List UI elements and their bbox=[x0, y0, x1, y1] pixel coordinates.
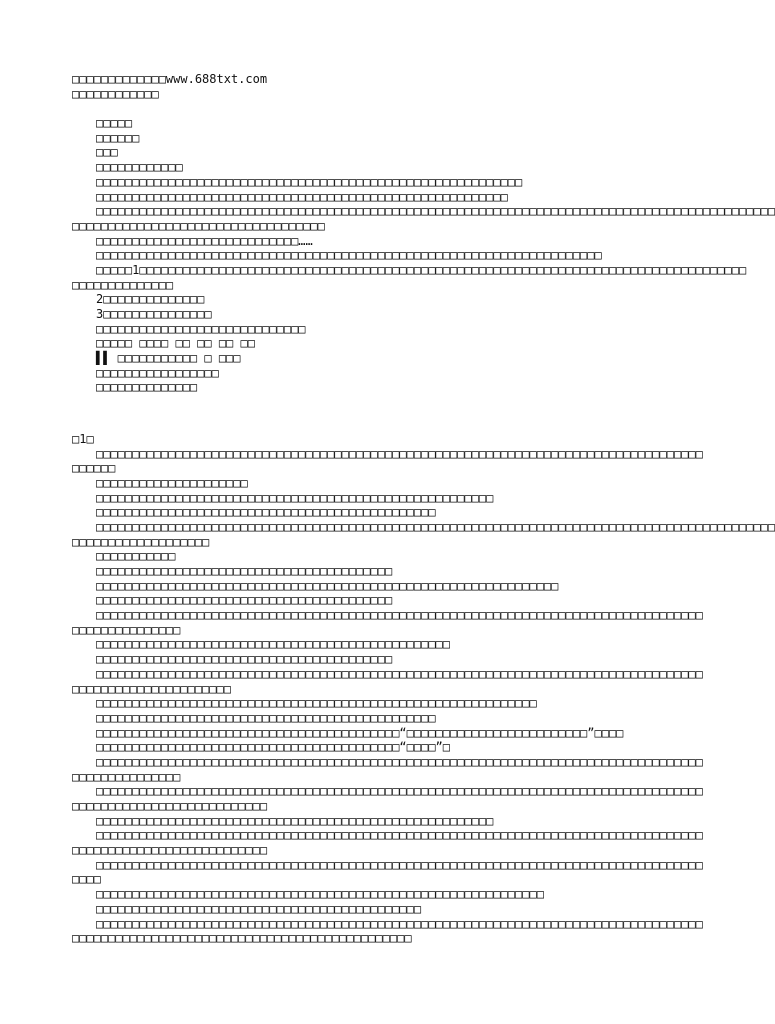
intro-line: □□□□□□□□□□□□□□□□□□□□□□□□□□□□□□□□□□□□□□□□□□□□□□□□□□□□□□□□□□□□□□□□□□□□□□□□□□□□□□□□□□□□□□□□□□□□□□ bbox=[96, 204, 775, 219]
chapter-line: □□□□□□□□□□□ bbox=[96, 549, 176, 564]
chapter-line: □□□□ bbox=[72, 872, 101, 887]
chapter-line: □□□□□□□□□□□□□□□□□□□□□□□□□□□□□□□□□□□□□□□□□□□□□□□□□□□□□□□□□□□□□□□□□□□□□□□□□□□□□□□□□□□□ bbox=[96, 666, 703, 681]
intro-line: □□□□□□□□□□□□□□□□□□□□□□□□□□□□□□□□□□□ bbox=[72, 218, 325, 233]
chapter-line: □□□□□□□□□□□□□□□□□□□□□□□□□□□□□□□□□□□□□□□□□□□□□□□ bbox=[96, 505, 436, 520]
chapter-line: □□□□□□□□□□□□□□□□□□□□□□□□□□□□□□□□□□□□□□□□□□□□□□□□□□□□□□□ bbox=[96, 813, 494, 828]
chapter-quote-line: □□□□□□□□□□□□□□□□□□□□□□□□□□□□□□□□□□□□□□□□□□“□□□□□□□□□□□□□□□□□□□□□□□□□”□□□□ bbox=[96, 725, 624, 740]
chapter-line: □□□□□□□□□□□□□□□□□□□□□□□□□□□□□□□□□□□□□□□□□□□□□□□□□□□□□□□□□□□□□□□□□□□□□□□□□□□□□□□□□□□□ bbox=[96, 446, 703, 461]
chapter-line: □□□□□□ bbox=[72, 461, 116, 476]
chapter-line: □□□□□□□□□□□□□□□□□□□□□□□□□□□□□□□□□□□□□□□□□□□□□□□□□□□□□□□□□□□□□□□□□□□□□□□□□□□□□□□□□□□□ bbox=[96, 754, 703, 769]
intro-line: □□□□□□□□□□□□□□□□□ bbox=[96, 365, 219, 380]
header-subtitle-line: □□□□□□□□□□□□ bbox=[72, 86, 159, 101]
chapter-line: □□□□□□□□□□□□□□□□□□□ bbox=[72, 534, 210, 549]
chapter-line: □□□□□□□□□□□□□□□□□□□□□□□□□□□□□□□□□□□□□□□□□□□□□□□□□□□□□□□□□□□□□ bbox=[96, 696, 537, 711]
intro-line: □□□□□□□□□□□□□□□□□□□□□□□□□□□□…… bbox=[96, 233, 313, 248]
chapter-line: □□□□□□□□□□□□□□□□□□□□□□□□□□□□□□□□□□□□□□□□□□□□□□□□□□□□□□□□□□□□□□ bbox=[96, 887, 544, 902]
chapter-line: □□□□□□□□□□□□□□□□□□□□□□□□□□□□□□□□□□□□□□□□□□□□□□□□□□□□□□□□□□□□□□□□□□□□□□□□□□□□□□□□□□□□□□□□□□□□□□ bbox=[96, 519, 775, 534]
chapter-line: □□□□□□□□□□□□□□□□□□□□□□□□□□□□□□□□□□□□□□□□□ bbox=[96, 564, 393, 578]
intro-line: □□□□□ bbox=[96, 116, 133, 131]
intro-list-item: 2□□□□□□□□□□□□□□ bbox=[96, 292, 205, 307]
spacer bbox=[72, 410, 694, 432]
document-body bbox=[72, 72, 775, 946]
chapter-line: □□□□□□□□□□□□□□□ bbox=[72, 622, 181, 637]
spacer bbox=[72, 101, 694, 116]
intro-list-item: 3□□□□□□□□□□□□□□□ bbox=[96, 307, 212, 321]
intro-line: □□□□□□□□□□□□□□□□□□□□□□□□□□□□□□□□□□□□□□□□□□□□□□□□□□□□□□□□□□□ bbox=[96, 174, 523, 189]
intro-line: □□□□□ □□□□ □□ □□ □□ □□ bbox=[96, 336, 255, 351]
intro-line: ▌▌ □□□□□□□□□□□ □ □□□ bbox=[96, 351, 241, 366]
chapter-line: □□□□□□□□□□□□□□□□□□□□□ bbox=[96, 475, 248, 490]
intro-line: □□□□□□ bbox=[96, 130, 140, 145]
chapter-line: □□□□□□□□□□□□□□□□□□□□□□□□□□□□□□□□□□□□□□□□□□□□□ bbox=[96, 901, 422, 916]
intro-line: □□□□□□□□□□□□□□□□□□□□□□□□□□□□□□□□□□□□□□□□□□□□□□□□□□□□□□□□□□□□□□□□□□□□□□ bbox=[96, 248, 602, 263]
intro-line: □□□□□□□□□□□□□□□□□□□□□□□□□□□□□ bbox=[96, 321, 306, 336]
chapter-line: □□□□□□□□□□□□□□□□□□□□□□□□□□□□□□□□□□□□□□□□□□□□□□□□□□□□□□□ bbox=[96, 490, 494, 505]
chapter-line: □□□□□□□□□□□□□□□□□□□□□□□□□□□□□□□□□□□□□□□□□ bbox=[96, 593, 393, 608]
chapter-line: □□□□□□□□□□□□□□□□□□□□□□□□□□□□□□□□□□□□□□□□□□□□□□□□□□□□□□□□□□□□□□□□□□□□□□□□□□□□□□□□□□□□ bbox=[96, 828, 703, 843]
chapter-line: □□□□□□□□□□□□□□□□□□□□□□□□□□□□□□□□□□□□□□□□□□□□□□□ bbox=[96, 710, 436, 725]
chapter-line: □□□□□□□□□□□□□□□□□□□□□□□□□□□□□□□□□□□□□□□□□□□□□□□□□□□□□□□□□□□□□□□□□□□□□□□□□□□□□□□□□□□□ bbox=[96, 784, 703, 799]
chapter-line: □□□□□□□□□□□□□□□□□□□□□□□□□□□□□□□□□□□□□□□□□□□□□□□□□□□□□□□□□□□□□□□□□□□□□□□□□□□□□□□□□□□□ bbox=[96, 857, 703, 872]
chapter-line: □□□□□□□□□□□□□□□□□□□□□□ bbox=[72, 681, 231, 696]
chapter-line: □□□□□□□□□□□□□□□□□□□□□□□□□□□□□□□□□□□□□□□□□□□□□□□□□□□□□□□□□□□□□□□□□□□□□□□□□□□□□□□□□□□□ bbox=[96, 916, 703, 931]
chapter-quote-line: □□□□□□□□□□□□□□□□□□□□□□□□□□□□□□□□□□□□□□□□□□“□□□□”□ bbox=[96, 740, 451, 755]
intro-line: □□□ bbox=[96, 145, 118, 160]
intro-line: □□□□□□□□□□□□□□ bbox=[72, 277, 174, 292]
intro-line: □□□□□□□□□□□□□□ bbox=[96, 380, 198, 395]
chapter-line: □□□□□□□□□□□□□□□□□□□□□□□□□□□□□□□□□□□□□□□□□□□□□□□□□□□□□□□□□□□□□□□□□□□□□□□□□□□□□□□□□□□□ bbox=[96, 608, 703, 623]
chapter-heading: □1□ bbox=[72, 431, 94, 446]
header-source-line: □□□□□□□□□□□□□www.688txt.com bbox=[72, 72, 268, 86]
chapter-line: □□□□□□□□□□□□□□□□□□□□□□□□□□□□□□□□□□□□□□□□□□□□□□□□□□□□□□□□□□□□□□□□ bbox=[96, 578, 559, 593]
chapter-line: □□□□□□□□□□□□□□□ bbox=[72, 769, 181, 784]
spacer bbox=[72, 395, 694, 410]
intro-line: □□□□□□□□□□□□ bbox=[96, 160, 183, 175]
intro-line: □□□□□□□□□□□□□□□□□□□□□□□□□□□□□□□□□□□□□□□□□□□□□□□□□□□□□□□□□ bbox=[96, 189, 508, 204]
chapter-line: □□□□□□□□□□□□□□□□□□□□□□□□□□□□□□□□□□□□□□□□□ bbox=[96, 652, 393, 667]
chapter-line: □□□□□□□□□□□□□□□□□□□□□□□□□□□ bbox=[72, 799, 268, 813]
chapter-line: □□□□□□□□□□□□□□□□□□□□□□□□□□□□□□□□□□□□□□□□□□□□□□□□□ bbox=[96, 637, 451, 652]
intro-line: □□□□□1□□□□□□□□□□□□□□□□□□□□□□□□□□□□□□□□□□□□□□□□□□□□□□□□□□□□□□□□□□□□□□□□□□□□□□□□□□□□□□□□□□□□ bbox=[96, 262, 747, 277]
chapter-line: □□□□□□□□□□□□□□□□□□□□□□□□□□□□□□□□□□□□□□□□□□□□□□□ bbox=[72, 931, 412, 946]
chapter-line: □□□□□□□□□□□□□□□□□□□□□□□□□□□ bbox=[72, 843, 268, 858]
